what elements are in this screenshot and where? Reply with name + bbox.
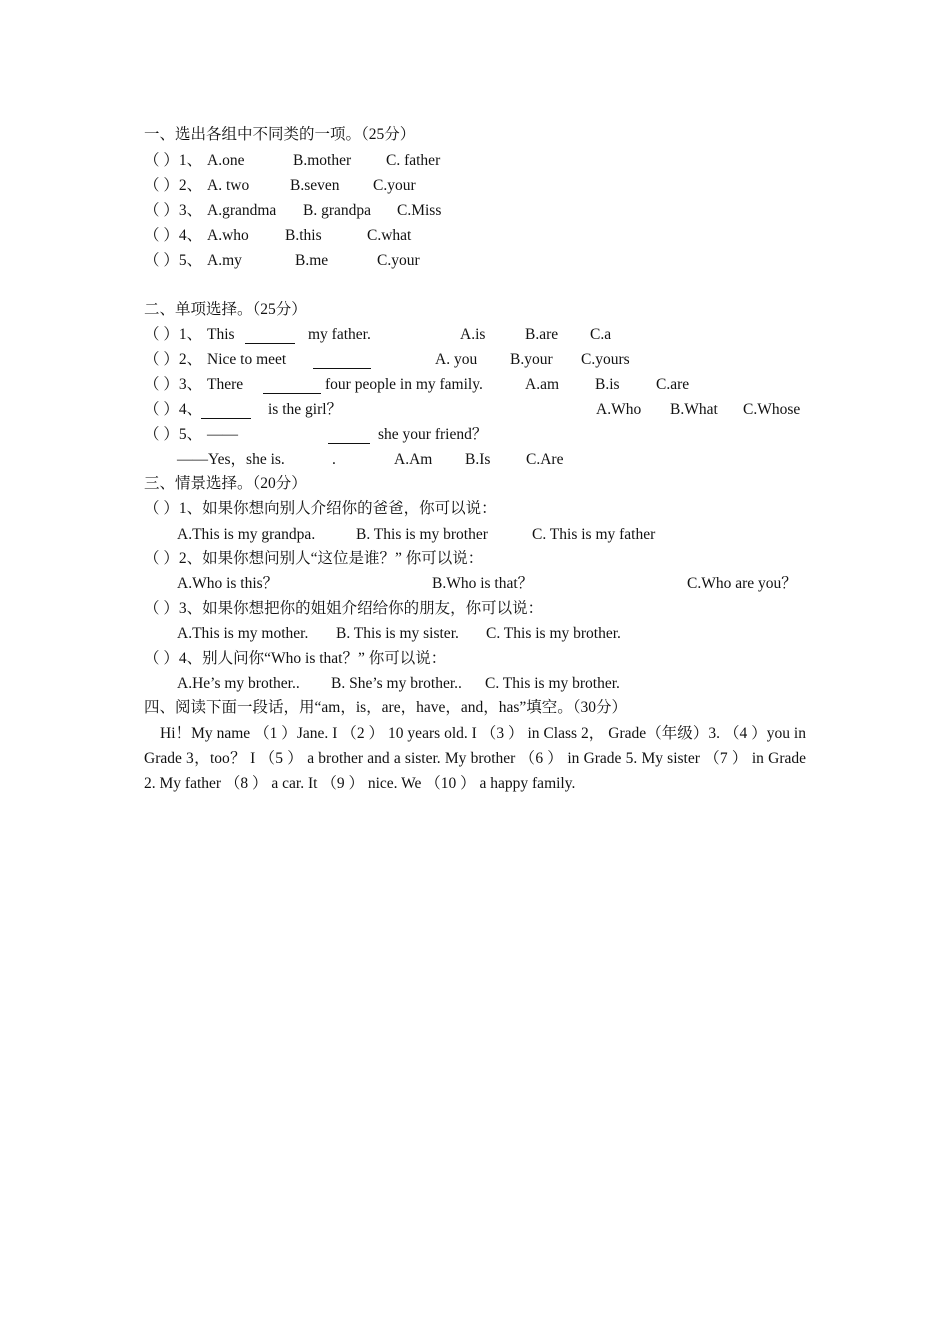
answer-blank [201,402,251,419]
worksheet-page: 一、选出各组中不同类的一项。（25分） （ ）1、 A.one B.mother C. father （ ）2、 A. two B.seven C.your （ ）3、 A.grandma B. grandpa C.Miss （ ）4、 A.who B.this C.what （ ）5、 A.my B.me C.your 二、单项选择。（25分） （ ）1、 This my father. A.is B.are C.a （ ）2、 Nice to meet A. you B.your C.yours （ ）3、 There four people in my family. A.am B.is C.are （ ）4、 is the girl？ A.Who B.What C.Whose （ ）5、 —— she your friend？ ——Yes，she is. . A.Am B.Is C.Are 三、情景选择。（20分） （ ）1、如果你想向别人介绍你的爸爸，你可以说： A.This is my grandpa. B. This is my brother C. This is my father （ ）2、如果你想问别人“这位是谁？” 你可以说： A.Who is this？ B.Who is that？ C.Who are you？ （ ）3、如果你想把你的姐姐介绍给你的朋友，你可以说： A.This is my mother. B. This is my sister. C. This is my brother. （ ）4、别人问你“Who is that？” 你可以说： A.He’s my brother.. B. She’s my brother.. C. This is my brother. 四、阅读下面一段话，用“am，is，are，have，and，has”填空。（30分） Hi！My name （1 ）Jane. I （2 ） 10 years old. I （3 ） in Class 2， Grade（年级）3. （4 ）you in Grade 3，too？ I （5 ） a brother and a sister. My brother （6 ） in Grade 5. My sister （7 ） in Grade 2. My father （8 ） a car. It （9 ） nice. We （10 ） a happy family. [0,0,950,1344]
answer-blank [328,427,370,444]
answer-blank [313,352,371,369]
answer-blank [245,327,295,344]
answer-blank [263,377,321,394]
reading-passage: Hi！My name （1 ）Jane. I （2 ） 10 years old. I （3 ） in Class 2， Grade（年级）3. （4 ）you in Grade 3，too？ I （5 ） a brother and a sister. My brother （6 ） in Grade 5. My sister （7 ） in Grade 2. My father （8 ） a car. It （9 ） nice. We （10 ） a happy family. [144,725,806,792]
